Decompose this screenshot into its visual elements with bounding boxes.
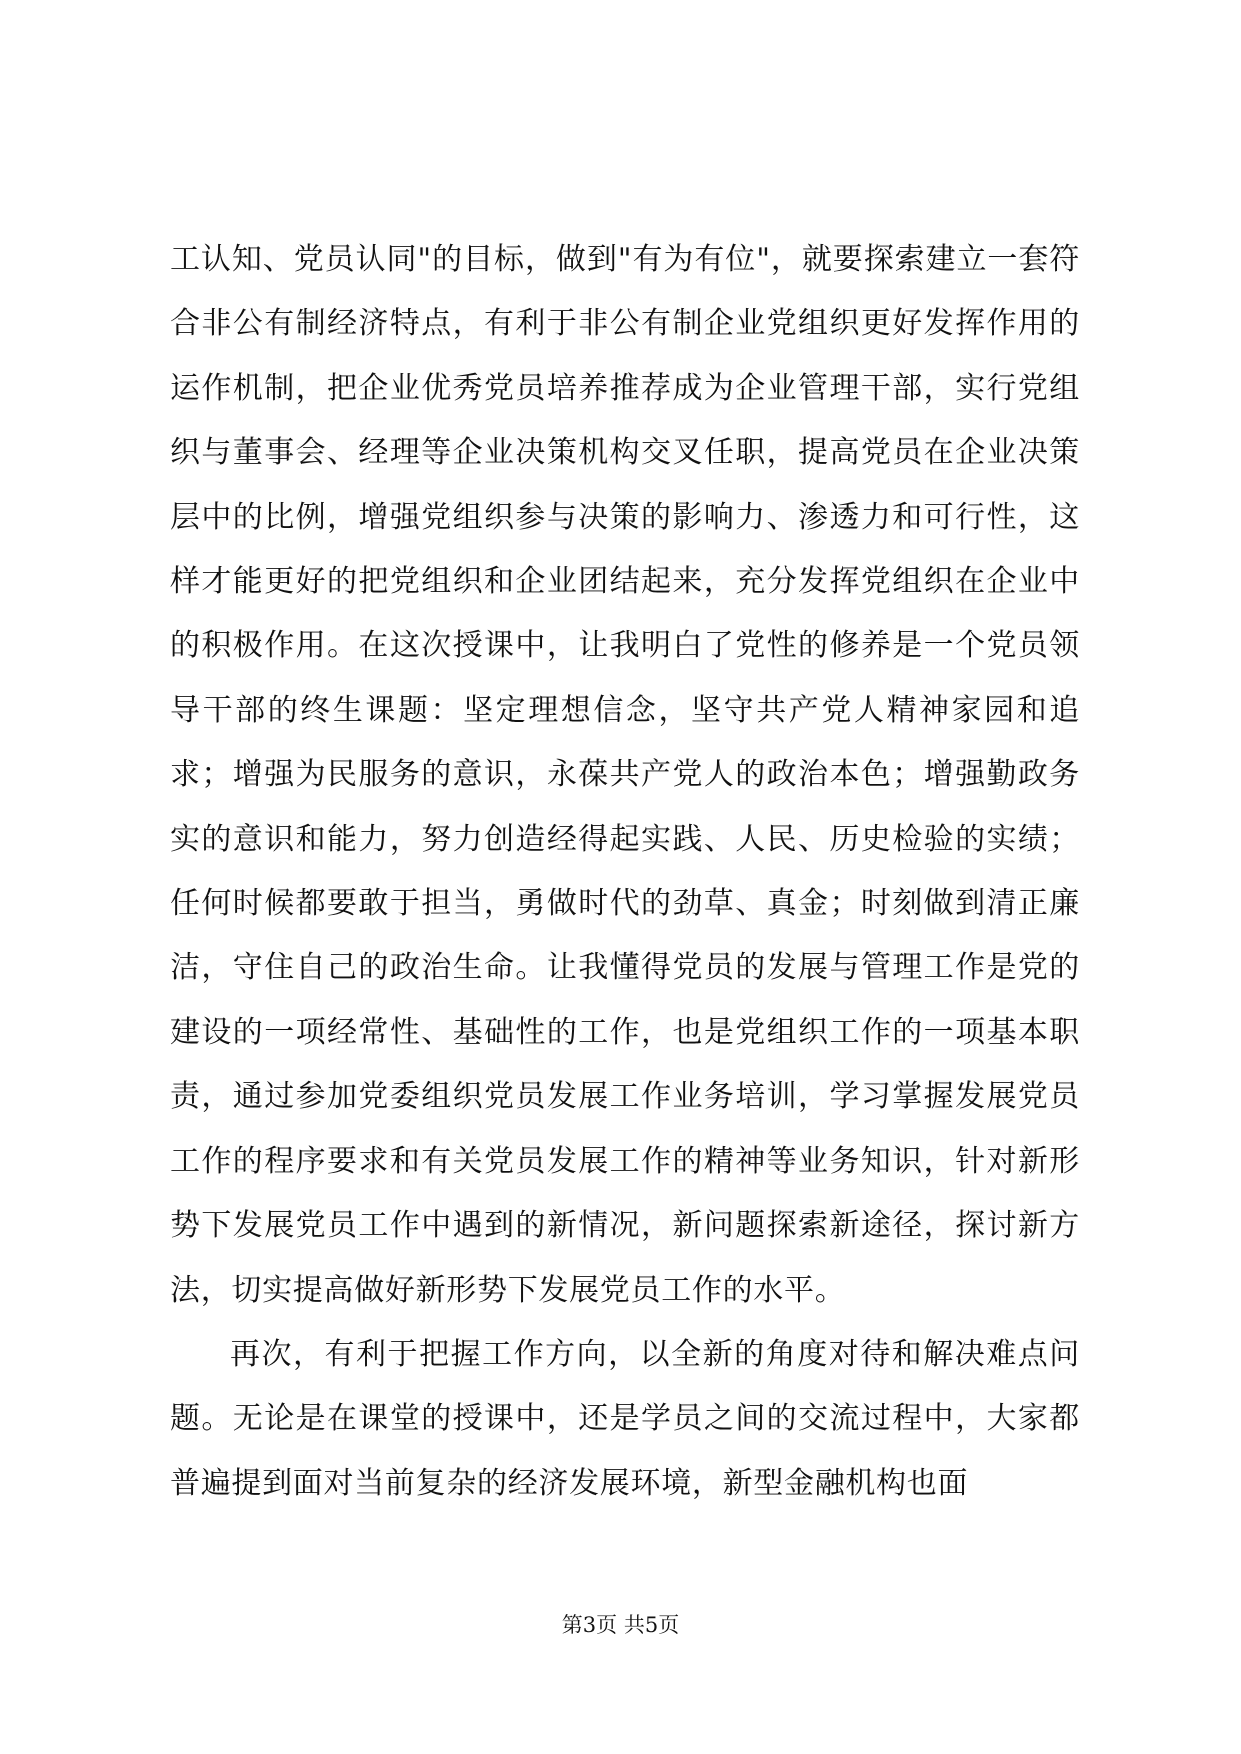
page-number-footer: 第3页 共5页 xyxy=(561,1613,680,1637)
paragraph-2: 再次，有利于把握工作方向，以全新的角度对待和解决难点问题。无论是在课堂的授课中，还是学员之间的交流过程中，大家都普遍提到面对当前复杂的经济发展环境，新型金融机构也面 xyxy=(170,1336,1080,1501)
document-body xyxy=(170,228,1080,1516)
paragraph-1: 工认知、党员认同"的目标，做到"有为有位"，就要探索建立一套符合非公有制经济特点，有利于非公有制企业党组织更好发挥作用的运作机制，把企业优秀党员培养推荐成为企业管理干部，实行党组织与董事会、经理等企业决策机构交叉任职，提高党员在企业决策层中的比例，增强党组织参与决策的影响力、渗透力和可行性，这样才能更好的把党组织和企业团结起来，充分发挥党组织在企业中的积极作用。在这次授课中，让我明白了党性的修养是一个党员领导干部的终生课题：坚定理想信念，坚守共产党人精神家园和追求；增强为民服务的意识，永葆共产党人的政治本色；增强勤政务实的意识和能力，努力创造经得起实践、人民、历史检验的实绩；任何时候都要敢于担当，勇做时代的劲草、真金；时刻做到清正廉洁，守住自己的政治生命。让我懂得党员的发展与管理工作是党的建设的一项经常性、基础性的工作，也是党组织工作的一项基本职责，通过参加党委组织党员发展工作业务培训，学习掌握发展党员工作的程序要求和有关党员发展工作的精神等业务知识，针对新形势下发展党员工作中遇到的新情况，新问题探索新途径，探讨新方法，切实提高做好新形势下发展党员工作的水平。 xyxy=(170,242,1080,1308)
